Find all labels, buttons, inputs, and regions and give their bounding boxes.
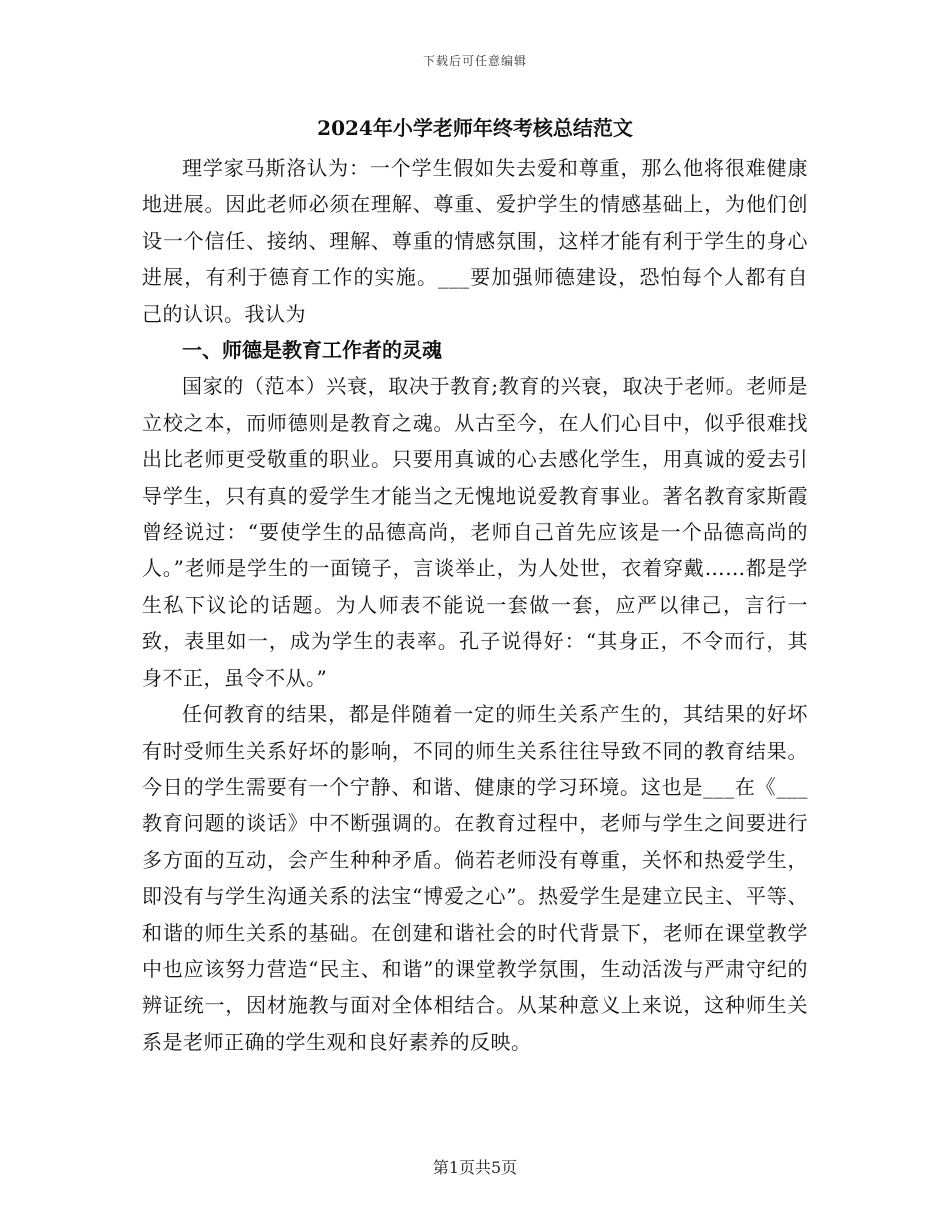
page-number: 第1页共5页	[432, 1158, 518, 1177]
section-paragraph: 国家的（范本）兴衰，取决于教育;教育的兴衰，取决于老师。老师是立校之本，而师德则是教育之魂。从古至今，在人们心目中，似乎很难找出比老师更受敬重的职业。只要用真诚的心去感化学生，用真诚的爱去引导学生，只有真的爱学生才能当之无愧地说爱教育事业。著名教育家斯霞曾经说过：“要使学生的品德高尚，老师自己首先应该是一个品德高尚的人。”老师是学生的一面镜子，言谈举止，为人处世，衣着穿戴……都是学生私下议论的话题。为人师表不能说一套做一套，应严以律己，言行一致，表里如一，成为学生的表率。孔子说得好：“其身正，不令而行，其身不正，虽令不从。”	[142, 374, 808, 690]
section-heading: 一、师德是教育工作者的灵魂	[182, 338, 442, 363]
intro-paragraph: 理学家马斯洛认为：一个学生假如失去爱和尊重，那么他将很难健康地进展。因此老师必须在理解、尊重、爱护学生的情感基础上，为他们创设一个信任、接纳、理解、尊重的情感氛围，这样才能有利于学生的身心进展，有利于德育工作的实施。___要加强师德建设，恐怕每个人都有自己的认识。我认为	[142, 156, 808, 326]
header-note: 下载后可任意编辑	[422, 54, 527, 68]
document-title: 2024年小学老师年终考核总结范文	[317, 116, 633, 140]
document-body	[142, 112, 808, 1060]
section-paragraph: 任何教育的结果，都是伴随着一定的师生关系产生的，其结果的好坏有时受师生关系好坏的影响，不同的师生关系往往导致不同的教育结果。今日的学生需要有一个宁静、和谐、健康的学习环境。这也是___在《___教育问题的谈话》中不断强调的。在教育过程中，老师与学生之间要进行多方面的互动，会产生种种矛盾。倘若老师没有尊重，关怀和热爱学生，即没有与学生沟通关系的法宝“博爱之心”。热爱学生是建立民主、平等、和谐的师生关系的基础。在创建和谐社会的时代背景下，老师在课堂教学中也应该努力营造“民主、和谐”的课堂教学氛围，生动活泼与严肃守纪的辨证统一，因材施教与面对全体相结合。从某种意义上来说，这种师生关系是老师正确的学生观和良好素养的反映。	[142, 702, 808, 1054]
